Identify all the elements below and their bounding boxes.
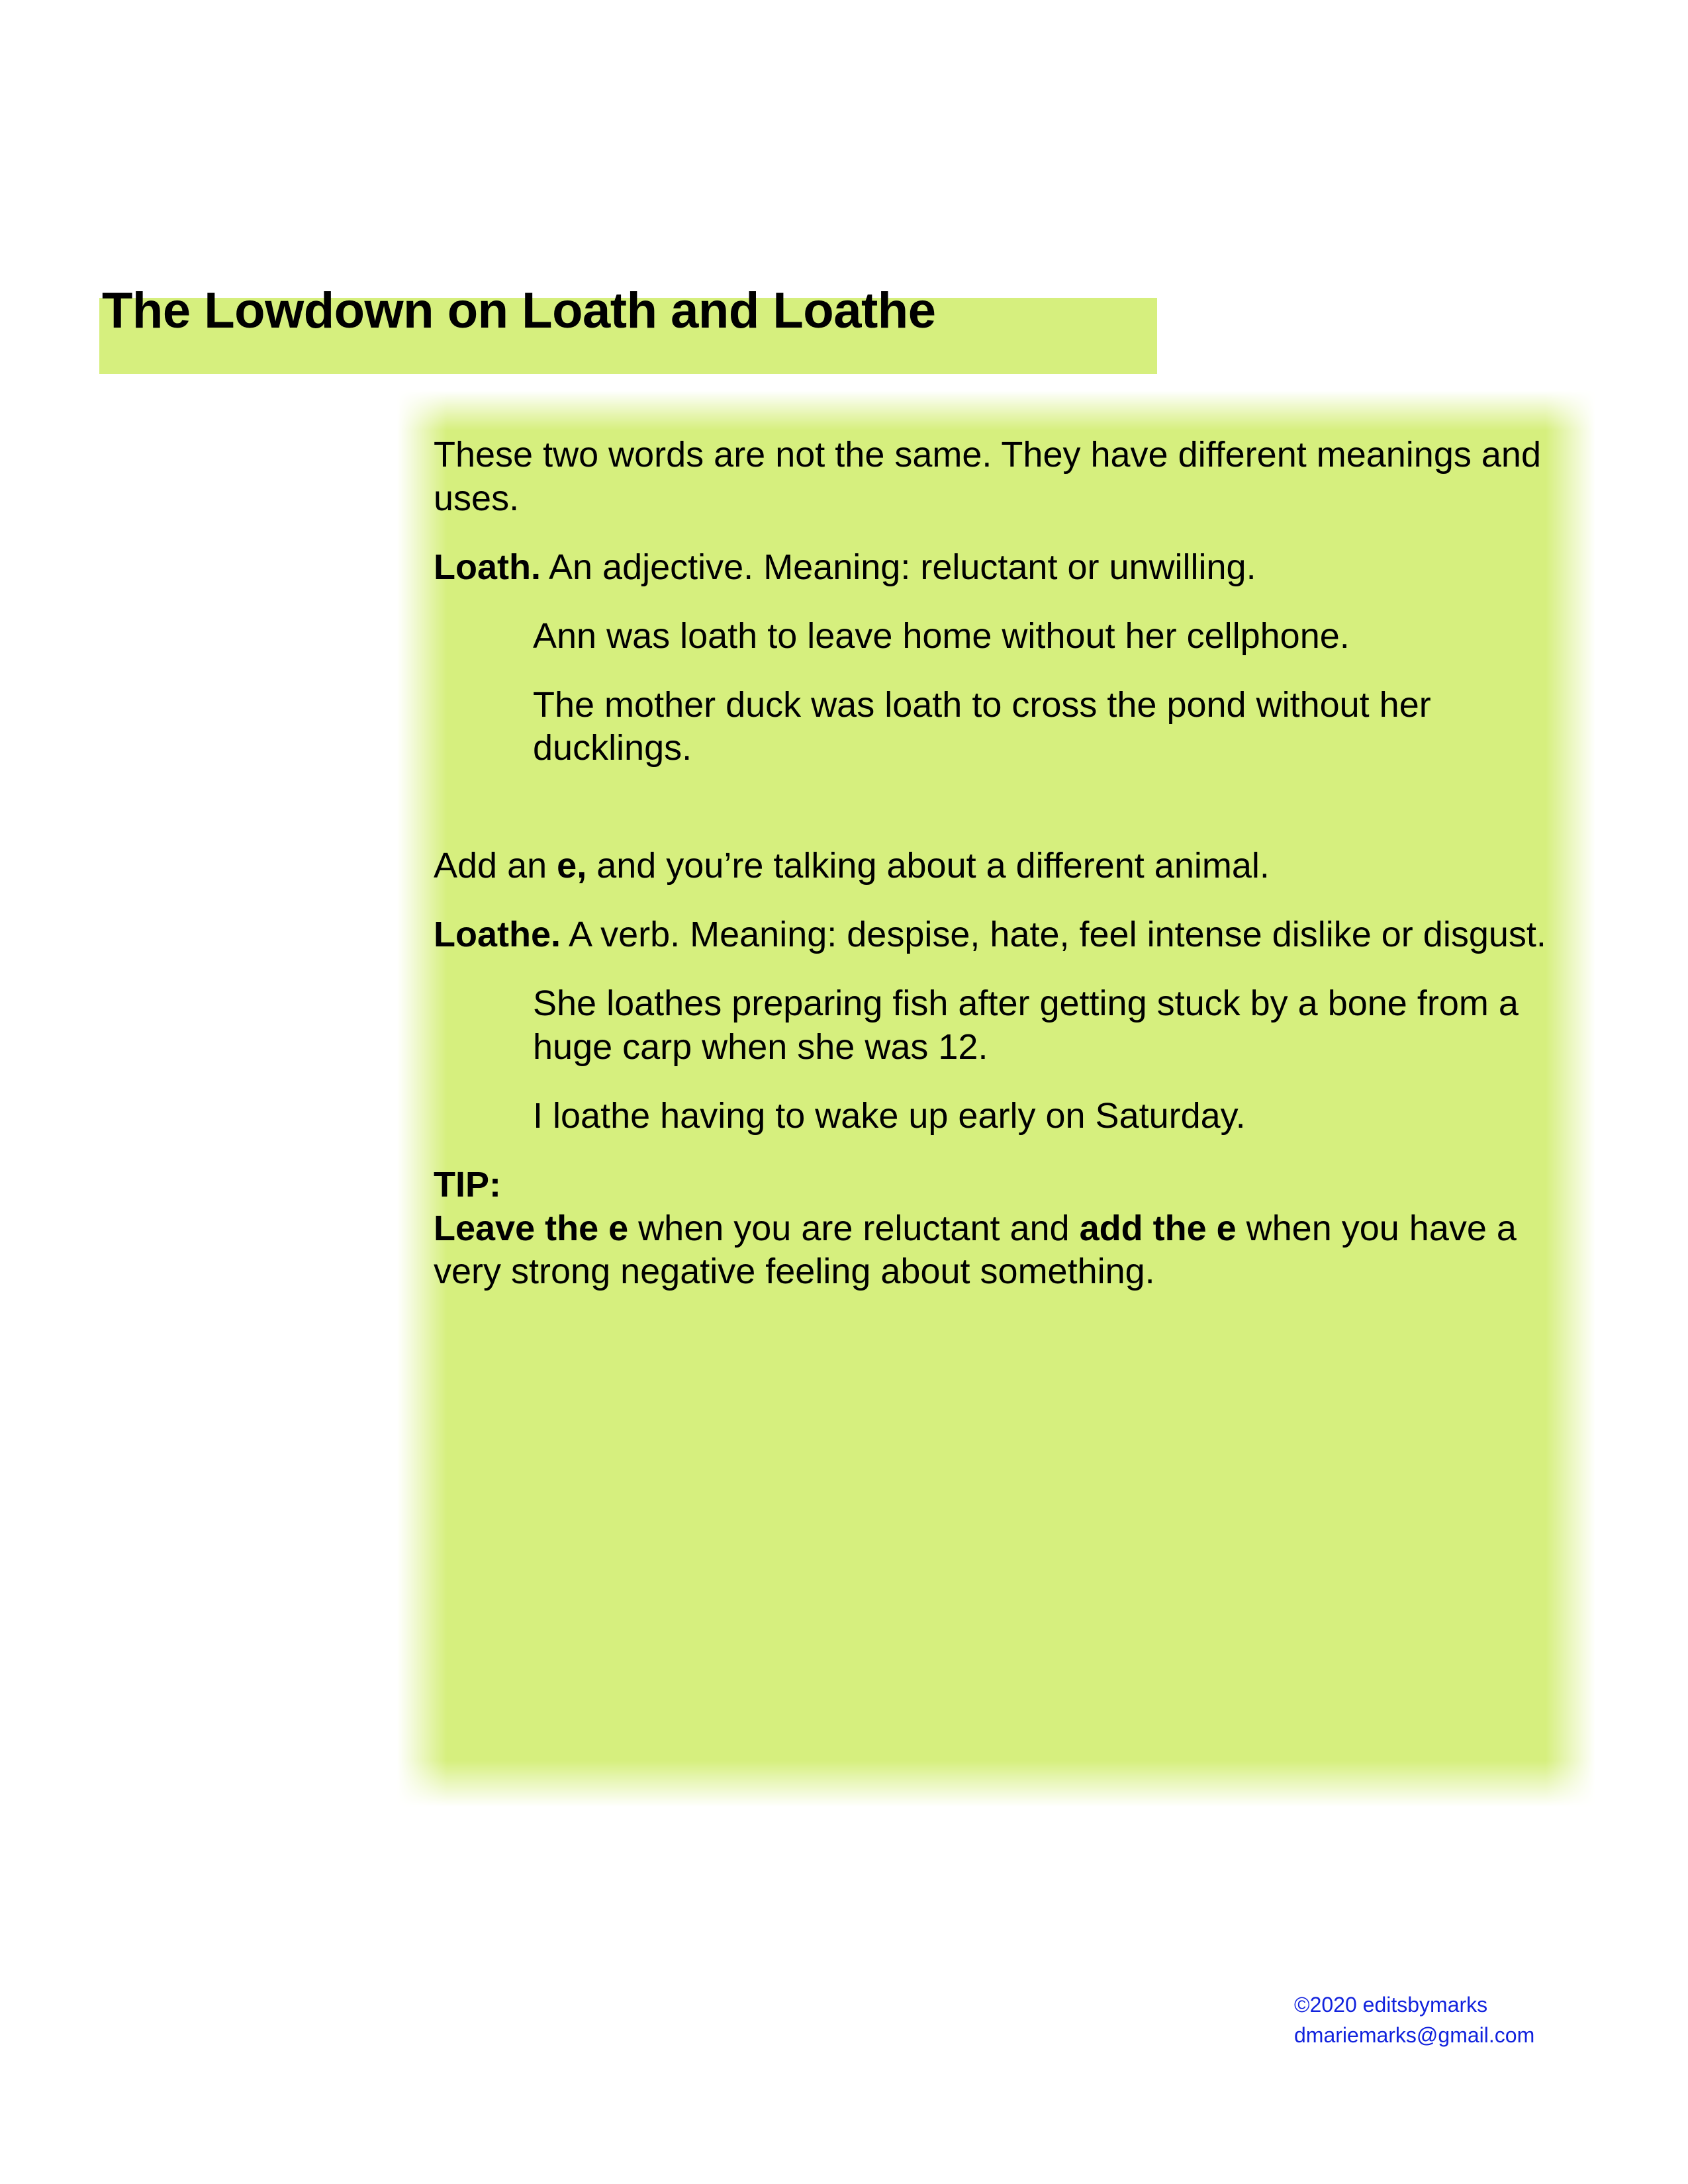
loath-definition — [434, 546, 1566, 590]
footer-copyright: ©2020 editsbymarks — [1294, 1993, 1488, 2017]
page-title-text: The Lowdown on Loath and Loathe — [102, 283, 936, 339]
intro-paragraph — [434, 433, 1566, 521]
tip-end-text: when you have a very strong negative feeling about something. — [434, 1208, 1517, 1292]
loath-definition-text: An adjective. Meaning: reluctant or unwilling. — [540, 547, 1256, 587]
add-e-suffix: and you’re talking about a different animal. — [586, 846, 1270, 886]
loathe-definition — [434, 913, 1566, 957]
document-body — [434, 433, 1566, 1319]
tip-bold-add: add the e — [1079, 1208, 1237, 1248]
intro-text: These two words are not the same. They have different meanings and uses. — [434, 435, 1541, 518]
tip-bold-leave: Leave the e — [434, 1208, 629, 1248]
loathe-example-1 — [533, 982, 1566, 1069]
loathe-example-2-text: I loathe having to wake up early on Saturday. — [533, 1095, 1246, 1136]
loath-example-1-text: Ann was loath to leave home without her cellphone. — [533, 615, 1350, 656]
loath-example-2 — [533, 684, 1566, 771]
footer — [1294, 1989, 1585, 2051]
loath-term: Loath. — [434, 547, 541, 587]
loath-example-2-text: The mother duck was loath to cross the pond without her ducklings. — [533, 684, 1431, 768]
loathe-term: Loathe. — [434, 915, 561, 955]
loathe-definition-text: A verb. Meaning: despise, hate, feel intense dislike or disgust. — [561, 915, 1546, 955]
footer-email[interactable]: dmariemarks@gmail.com — [1294, 2023, 1535, 2048]
tip-middle-text: when you are reluctant and — [628, 1208, 1080, 1248]
tip-label: TIP: — [434, 1164, 501, 1205]
section-spacer — [434, 796, 1566, 844]
tip-paragraph — [434, 1207, 1566, 1295]
loathe-example-1-text: She loathes preparing fish after getting stuck by a bone from a huge carp when she was 12. — [533, 983, 1519, 1067]
page-title — [99, 283, 1225, 379]
loathe-example-2 — [533, 1095, 1566, 1138]
add-e-prefix: Add an — [434, 846, 557, 886]
loath-example-1 — [533, 615, 1566, 659]
add-e-paragraph — [434, 844, 1566, 888]
add-e-bold: e, — [557, 846, 587, 886]
